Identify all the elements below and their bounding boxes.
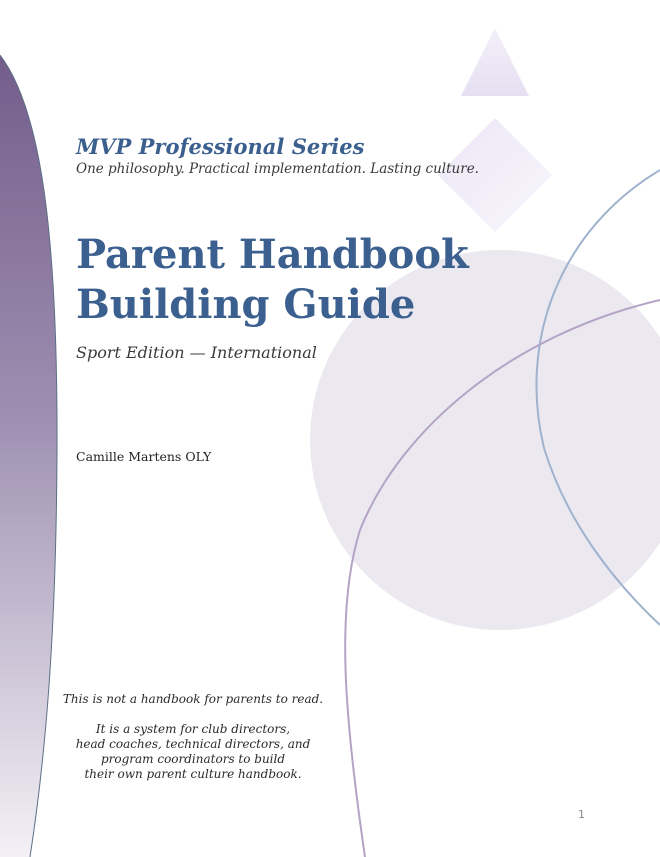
document-title — [76, 230, 469, 330]
triangle-shape — [461, 28, 529, 96]
left-sidebar-arc — [0, 55, 57, 857]
cover-note — [62, 692, 324, 782]
note-lead: This is not a handbook for parents to read. — [62, 692, 324, 706]
title-line-2: Building Guide — [76, 281, 416, 328]
note-line: program coordinators to build — [100, 752, 286, 766]
title-line-1: Parent Handbook — [76, 231, 469, 278]
series-title: MVP Professional Series — [76, 134, 365, 159]
edition-subtitle: Sport Edition — International — [76, 343, 317, 362]
note-line: It is a system for club directors, — [95, 722, 291, 736]
page-number: 1 — [578, 808, 585, 821]
note-line: their own parent culture handbook. — [84, 767, 302, 781]
note-line: head coaches, technical directors, and — [75, 737, 311, 751]
series-tagline: One philosophy. Practical implementation. Lasting culture. — [76, 161, 479, 177]
note-body — [62, 722, 324, 782]
note-spacer — [62, 707, 324, 722]
author-name: Camille Martens OLY — [76, 449, 212, 464]
